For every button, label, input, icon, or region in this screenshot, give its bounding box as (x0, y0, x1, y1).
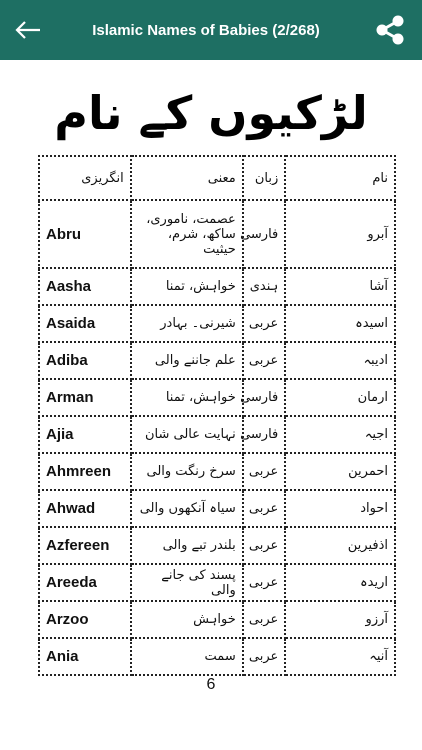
meaning: عصمت، ناموری، ساکھ، شرم، حیثیت (131, 200, 243, 268)
table-row (39, 379, 395, 416)
page-number: 6 (206, 676, 216, 693)
arrow-left-icon (14, 20, 42, 40)
english-name: Aasha (39, 268, 131, 305)
language: فارسی (243, 379, 286, 416)
urdu-name: آرزو (285, 601, 395, 638)
header-meaning: معنی (131, 156, 243, 200)
meaning: خواہش، تمنا (131, 268, 243, 305)
meaning: سمت (131, 638, 243, 675)
table-row (39, 305, 395, 342)
language: عربی (243, 453, 286, 490)
table-row (39, 527, 395, 564)
language: عربی (243, 601, 286, 638)
meaning: سیاہ آنکھوں والی (131, 490, 243, 527)
english-name: Azfereen (39, 527, 131, 564)
english-name: Arzoo (39, 601, 131, 638)
meaning: خواہش (131, 601, 243, 638)
english-name: Ania (39, 638, 131, 675)
urdu-name: اسیدہ (285, 305, 395, 342)
language: فارسی (243, 416, 286, 453)
meaning: خواہش، تمنا (131, 379, 243, 416)
table-row (39, 564, 395, 601)
urdu-name: احمرین (285, 453, 395, 490)
language: عربی (243, 305, 286, 342)
table-row (39, 601, 395, 638)
urdu-name: اذفیرین (285, 527, 395, 564)
language: فارسی (243, 200, 286, 268)
english-name: Ajia (39, 416, 131, 453)
table-row (39, 416, 395, 453)
urdu-name: اریدہ (285, 564, 395, 601)
table-row (39, 342, 395, 379)
table-header-row (39, 156, 395, 200)
urdu-name: آشا (285, 268, 395, 305)
english-name: Abru (39, 200, 131, 268)
header-language: زبان (243, 156, 286, 200)
language: ہندی (243, 268, 286, 305)
language: عربی (243, 342, 286, 379)
table-row (39, 200, 395, 268)
page-heading: لڑکیوں کے نام (54, 86, 368, 140)
share-button[interactable] (370, 10, 410, 50)
english-name: Areeda (39, 564, 131, 601)
language: عربی (243, 490, 286, 527)
english-name: Ahmreen (39, 453, 131, 490)
english-name: Ahwad (39, 490, 131, 527)
urdu-name: آنیہ (285, 638, 395, 675)
meaning: نہایت عالی شان (131, 416, 243, 453)
meaning: شیرنی۔ بہادر (131, 305, 243, 342)
english-name: Asaida (39, 305, 131, 342)
table-row (39, 638, 395, 675)
meaning: سرخ رنگت والی (131, 453, 243, 490)
header-name: نام (285, 156, 395, 200)
urdu-name: ارمان (285, 379, 395, 416)
language: عربی (243, 638, 286, 675)
language: عربی (243, 527, 286, 564)
app-bar (0, 0, 422, 60)
urdu-name: ادیبہ (285, 342, 395, 379)
table-row (39, 490, 395, 527)
app-title: Islamic Names of Babies (2/268) (92, 21, 320, 39)
back-button[interactable] (10, 12, 46, 48)
table-row (39, 268, 395, 305)
meaning: بلندر تبے والی (131, 527, 243, 564)
share-icon (373, 13, 407, 47)
language: عربی (243, 564, 286, 601)
names-table (38, 155, 396, 676)
header-english: انگریزی (39, 156, 131, 200)
meaning: پسند کی جانے والی (131, 564, 243, 601)
english-name: Arman (39, 379, 131, 416)
english-name: Adiba (39, 342, 131, 379)
urdu-name: احواد (285, 490, 395, 527)
urdu-name: اجیہ (285, 416, 395, 453)
table-row (39, 453, 395, 490)
urdu-name: آبرو (285, 200, 395, 268)
meaning: علم جاننے والی (131, 342, 243, 379)
